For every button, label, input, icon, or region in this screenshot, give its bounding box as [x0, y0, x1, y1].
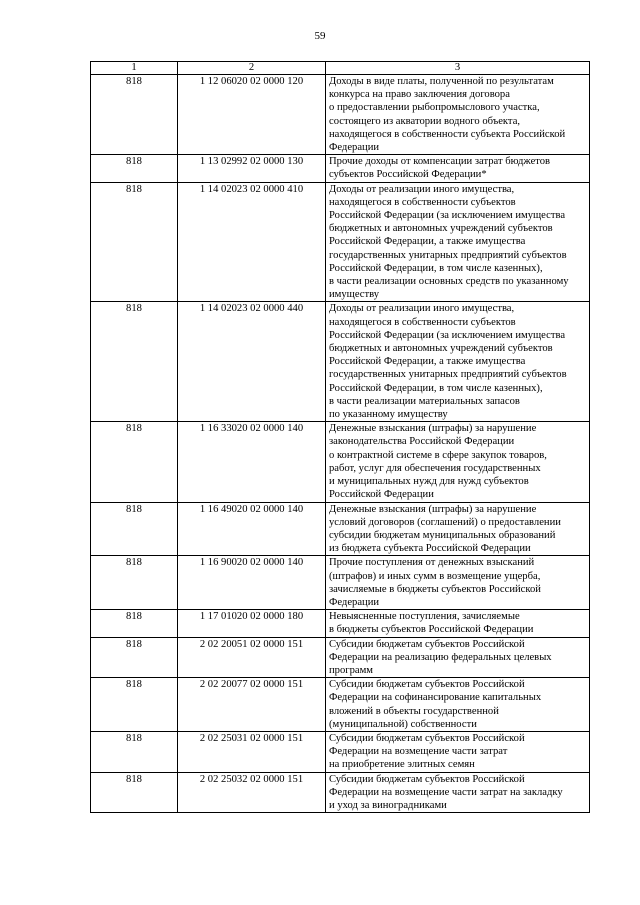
description-line: Денежные взыскания (штрафы) за нарушение: [329, 423, 537, 435]
description-line: и уход за виноградниками: [329, 799, 447, 811]
budget-code-cell: 1 14 02023 02 0000 440: [178, 302, 326, 422]
admin-code-cell: 818: [91, 678, 178, 732]
description-cell: [326, 610, 590, 637]
table-row: [91, 772, 590, 813]
description-cell: [326, 302, 590, 422]
description-line: Субсидии бюджетам субъектов Российской: [329, 732, 525, 744]
admin-code-cell: 818: [91, 155, 178, 182]
admin-code-cell: 818: [91, 637, 178, 678]
description-line: в части реализации основных средств по указанному: [329, 276, 569, 288]
description-line: о предоставлении рыбопромыслового участка,: [329, 102, 540, 114]
description-line: Доходы в виде платы, полученной по результатам: [329, 76, 554, 87]
admin-code-cell: 818: [91, 502, 178, 556]
description-line: государственных унитарных предприятий субъектов: [329, 369, 567, 381]
description-cell: [326, 75, 590, 155]
description-line: Федерации на возмещение части затрат: [329, 746, 508, 758]
description-line: Прочие доходы от компенсации затрат бюджетов: [329, 156, 551, 168]
description-line: состоящего из акватории водного объекта,: [329, 115, 521, 127]
description-cell: [326, 182, 590, 302]
table-row: [91, 502, 590, 556]
table-row: [91, 556, 590, 610]
page-number: 59: [314, 30, 326, 42]
description-line: о контрактной системе в сфере закупок товаров,: [329, 449, 547, 461]
column-header-3: 3: [326, 62, 590, 75]
description-line: на приобретение элитных семян: [329, 759, 475, 771]
description-cell: [326, 731, 590, 772]
budget-code-cell: 1 16 33020 02 0000 140: [178, 422, 326, 502]
admin-code-cell: 818: [91, 556, 178, 610]
column-header-2: 2: [178, 62, 326, 75]
budget-code-cell: 1 16 49020 02 0000 140: [178, 502, 326, 556]
budget-code-cell: 2 02 20077 02 0000 151: [178, 678, 326, 732]
table-row: [91, 155, 590, 182]
description-line: субсидии бюджетам муниципальных образований: [329, 529, 556, 541]
description-line: бюджетных и автономных учреждений субъектов: [329, 343, 553, 355]
description-line: Российской Федерации (за исключением имущества: [329, 329, 566, 341]
description-cell: [326, 502, 590, 556]
admin-code-cell: 818: [91, 610, 178, 637]
admin-code-cell: 818: [91, 422, 178, 502]
description-line: Российской Федерации (за исключением имущества: [329, 210, 566, 222]
column-header-1: 1: [91, 62, 178, 75]
description-line: Федерации: [329, 142, 380, 154]
admin-code-cell: 818: [91, 731, 178, 772]
description-line: находящегося в собственности субъектов: [329, 196, 516, 208]
description-line: в бюджеты субъектов Российской Федерации: [329, 624, 534, 636]
table-row: [91, 610, 590, 637]
description-line: конкурса на право заключения договора: [329, 89, 510, 101]
description-line: Субсидии бюджетам субъектов Российской: [329, 773, 525, 785]
description-line: государственных унитарных предприятий субъектов: [329, 249, 567, 261]
description-cell: [326, 556, 590, 610]
description-cell: [326, 772, 590, 813]
description-line: Российской Федерации, в том числе казенных),: [329, 262, 543, 274]
description-line: (муниципальной) собственности: [329, 718, 477, 730]
description-line: Российской Федерации, в том числе казенных),: [329, 382, 543, 394]
description-line: зачисляемые в бюджеты субъектов Российской: [329, 583, 541, 595]
description-line: Федерации на софинансирование капитальных: [329, 692, 542, 704]
description-line: субъектов Российской Федерации*: [329, 169, 487, 181]
description-line: находящегося в собственности субъектов: [329, 316, 516, 328]
description-line: Федерации: [329, 596, 380, 608]
description-cell: [326, 155, 590, 182]
description-line: условий договоров (соглашений) о предоставлении: [329, 516, 561, 528]
table-row: [91, 75, 590, 155]
table-body: [91, 75, 590, 813]
budget-code-cell: 2 02 25031 02 0000 151: [178, 731, 326, 772]
description-line: законодательства Российской Федерации: [329, 436, 515, 448]
description-cell: [326, 637, 590, 678]
description-line: из бюджета субъекта Российской Федерации: [329, 543, 531, 555]
description-line: Доходы от реализации иного имущества,: [329, 183, 515, 195]
table-row: [91, 422, 590, 502]
description-line: находящегося в собственности субъекта Российской: [329, 128, 566, 140]
description-line: бюджетных и автономных учреждений субъектов: [329, 223, 553, 235]
table-row: [91, 302, 590, 422]
admin-code-cell: 818: [91, 772, 178, 813]
budget-code-cell: 1 14 02023 02 0000 410: [178, 182, 326, 302]
description-line: работ, услуг для обеспечения государственных: [329, 462, 541, 474]
description-line: Федерации на возмещение части затрат на закладку: [329, 786, 563, 798]
description-line: (штрафов) и иных сумм в возмещение ущерба,: [329, 570, 541, 582]
description-line: Денежные взыскания (штрафы) за нарушение: [329, 503, 537, 515]
description-line: Субсидии бюджетам субъектов Российской: [329, 638, 525, 650]
table-header-row: [91, 62, 590, 75]
description-line: Российской Федерации: [329, 489, 434, 501]
description-line: Российской Федерации, а также имущества: [329, 236, 526, 248]
table-row: [91, 678, 590, 732]
description-line: Федерации на реализацию федеральных целевых: [329, 651, 552, 663]
budget-code-cell: 1 16 90020 02 0000 140: [178, 556, 326, 610]
description-line: Российской Федерации, а также имущества: [329, 356, 526, 368]
table-row: [91, 637, 590, 678]
admin-code-cell: 818: [91, 75, 178, 155]
table-row: [91, 182, 590, 302]
description-line: в части реализации материальных запасов: [329, 395, 520, 407]
revenue-codes-table: [90, 61, 590, 813]
description-line: Субсидии бюджетам субъектов Российской: [329, 679, 525, 691]
description-line: вложений в объекты государственной: [329, 705, 499, 717]
description-line: по указанному имуществу: [329, 409, 448, 421]
budget-code-cell: 1 17 01020 02 0000 180: [178, 610, 326, 637]
description-line: программ: [329, 664, 374, 676]
description-cell: [326, 422, 590, 502]
description-line: и муниципальных нужд для нужд субъектов: [329, 476, 529, 488]
budget-code-cell: 1 13 02992 02 0000 130: [178, 155, 326, 182]
description-cell: [326, 678, 590, 732]
description-line: имуществу: [329, 289, 380, 301]
description-line: Прочие поступления от денежных взысканий: [329, 557, 535, 569]
table-row: [91, 731, 590, 772]
description-line: Доходы от реализации иного имущества,: [329, 303, 515, 315]
admin-code-cell: 818: [91, 302, 178, 422]
budget-code-cell: 1 12 06020 02 0000 120: [178, 75, 326, 155]
description-line: Невыясненные поступления, зачисляемые: [329, 611, 520, 623]
budget-code-cell: 2 02 25032 02 0000 151: [178, 772, 326, 813]
budget-code-cell: 2 02 20051 02 0000 151: [178, 637, 326, 678]
admin-code-cell: 818: [91, 182, 178, 302]
